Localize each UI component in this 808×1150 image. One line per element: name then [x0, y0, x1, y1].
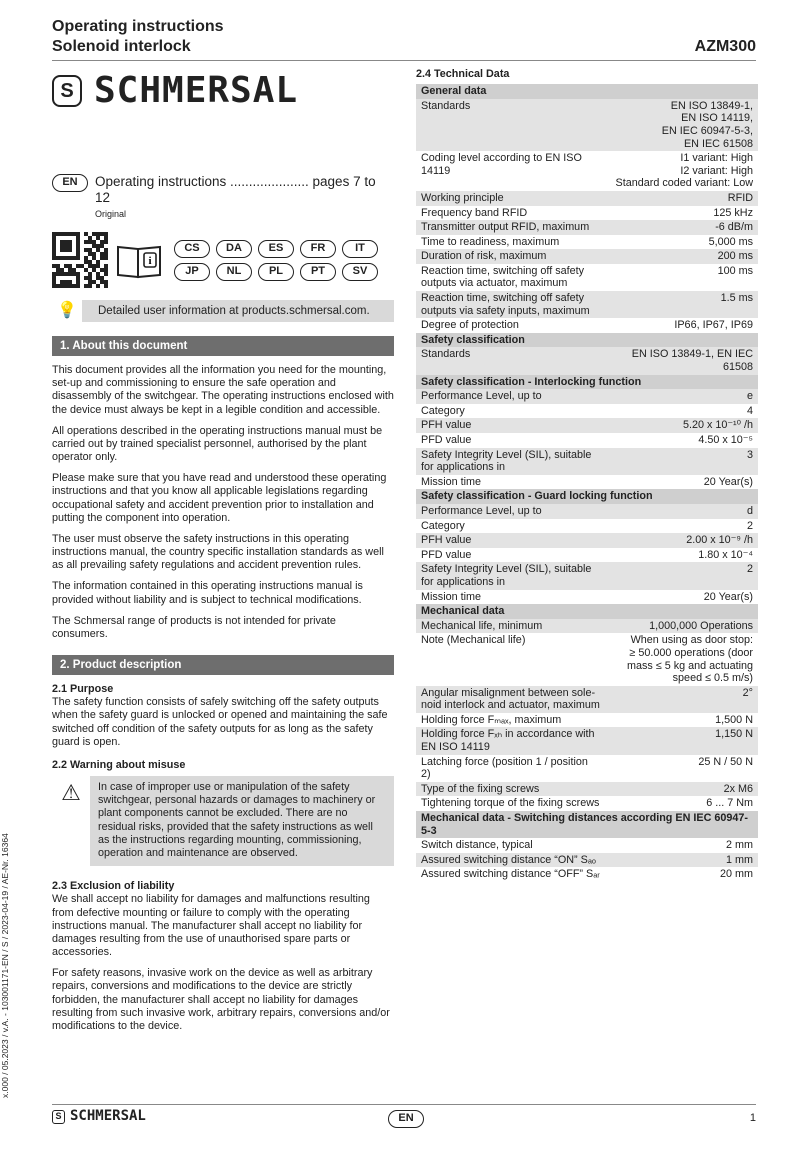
paragraph: The information contained in this operating instructions manual is provided without liability and is subject to technical modifications.: [52, 580, 363, 606]
row-label: Standards: [416, 347, 605, 374]
row-value: 200 ms: [605, 249, 758, 264]
table-section-header: [416, 375, 758, 390]
table-row: [416, 249, 758, 264]
table-row: [416, 519, 758, 534]
footer-logo-mark-icon: S: [52, 1110, 65, 1124]
lang-jp[interactable]: JP: [174, 263, 210, 281]
row-label: Type of the fixing screws: [416, 782, 605, 797]
language-links: [52, 228, 394, 292]
lang-sv[interactable]: SV: [342, 263, 378, 281]
row-value: 20 mm: [605, 867, 758, 882]
row-label: General data: [416, 84, 758, 99]
row-value: 100 ms: [605, 264, 758, 291]
table-row: [416, 418, 758, 433]
logo-text: SCHMERSAL: [94, 70, 299, 112]
row-label: Frequency band RFID: [416, 206, 605, 221]
table-row: [416, 686, 758, 713]
table-row: [416, 755, 758, 782]
row-value: EN ISO 13849-1, EN ISO 14119, EN IEC 60947-5-3, EN IEC 61508: [605, 99, 758, 151]
row-value: 2 mm: [605, 838, 758, 853]
row-label: Category: [416, 404, 605, 419]
row-label: Safety classification: [416, 333, 758, 348]
footer-divider: [52, 1104, 756, 1105]
table-section-header: [416, 333, 758, 348]
table-row: [416, 151, 758, 191]
row-label: PFH value: [416, 418, 605, 433]
subheading-technical: 2.4 Technical Data: [416, 68, 510, 80]
paragraph: The safety function consists of safely switching off the safety outputs when the safety guard is unlocked or opened and maintaining the safe switched off condition of the safety outputs for as long as the safety guard is open.: [52, 696, 388, 748]
table-row: [416, 475, 758, 490]
row-label: Note (Mechanical life): [416, 633, 605, 685]
left-column: [52, 68, 394, 1033]
lang-es[interactable]: ES: [258, 240, 294, 258]
footer-language-badge: EN: [388, 1110, 424, 1128]
row-value: 5,000 ms: [605, 235, 758, 250]
row-label: Duration of risk, maximum: [416, 249, 605, 264]
row-value: 2: [605, 562, 758, 589]
table-row: [416, 533, 758, 548]
row-label: Safety classification - Guard locking function: [416, 489, 758, 504]
table-section-header: [416, 811, 758, 838]
row-label: Angular misalignment between sole- noid interlock and actuator, maximum: [416, 686, 605, 713]
table-row: [416, 590, 758, 605]
table-row: [416, 448, 758, 475]
section-heading-product: 2. Product description: [52, 655, 394, 675]
row-value: 1.80 x 10⁻⁴: [605, 548, 758, 563]
row-value: 4: [605, 404, 758, 419]
table-row: [416, 619, 758, 634]
table-row: [416, 838, 758, 853]
table-section-header: [416, 84, 758, 99]
table-row: [416, 548, 758, 563]
warning-triangle-icon: ⚠: [61, 780, 81, 806]
manual-book-icon: [116, 241, 162, 279]
row-label: PFD value: [416, 548, 605, 563]
row-value: 1,000,000 Operations: [605, 619, 758, 634]
row-value: 2.00 x 10⁻⁹ /h: [605, 533, 758, 548]
row-label: Reaction time, switching off safety outputs via actuator, maximum: [416, 264, 605, 291]
row-label: Mechanical life, minimum: [416, 619, 605, 634]
table-section-header: [416, 604, 758, 619]
row-value: When using as door stop: ≥ 50.000 operations (door mass ≤ 5 kg and actuating speed ≤ 0.5 m/s): [605, 633, 758, 685]
lightbulb-icon: 💡: [57, 302, 77, 320]
row-label: Mechanical data: [416, 604, 758, 619]
info-hint: [52, 300, 394, 322]
lang-pl[interactable]: PL: [258, 263, 294, 281]
table-row: [416, 562, 758, 589]
paragraph: The Schmersal range of products is not intended for private consumers.: [52, 614, 336, 640]
row-label: Coding level according to EN ISO 14119: [416, 151, 605, 191]
row-label: Transmitter output RFID, maximum: [416, 220, 605, 235]
table-row: [416, 504, 758, 519]
table-row: [416, 291, 758, 318]
lang-pt[interactable]: PT: [300, 263, 336, 281]
table-row: [416, 264, 758, 291]
row-value: EN ISO 13849-1, EN IEC 61508: [605, 347, 758, 374]
header-divider: [52, 60, 756, 61]
table-row: [416, 433, 758, 448]
qr-code-icon[interactable]: [52, 232, 108, 288]
row-value: 5.20 x 10⁻¹⁰ /h: [605, 418, 758, 433]
paragraph: We shall accept no liability for damages and malfunctions resulting from defective mounting or failure to comply with the operating instructions manual. The manufacturer shall accept no liability for damages resulting from the use of unauthorised spare parts or accessories.: [52, 893, 370, 959]
row-value: 1 mm: [605, 853, 758, 868]
row-value: 20 Year(s): [605, 590, 758, 605]
table-row: [416, 633, 758, 685]
table-row: [416, 318, 758, 333]
section-heading-about: 1. About this document: [52, 336, 394, 356]
subheading-purpose: 2.1 Purpose: [52, 683, 114, 696]
paragraph: This document provides all the information you need for the mounting, set-up and commissioning to ensure the safe operation and disassembly of the switchgear. The operating instructions enclosed with the device must always be kept in a legible condition and accessible.: [52, 364, 394, 416]
row-value: RFID: [605, 191, 758, 206]
row-value: 1,500 N: [605, 713, 758, 728]
paragraph: For safety reasons, invasive work on the device as well as arbitrary repairs, conversions and modifications to the device are strictly forbidden, the manufacturer shall accept no liability for damages resulting from such invasive work, arbitrary repairs, conversions and/or modifications to the device.: [52, 967, 390, 1032]
language-row: [52, 174, 394, 219]
table-section-header: [416, 489, 758, 504]
current-language-badge: EN: [52, 174, 88, 192]
brand-logo: [52, 68, 394, 114]
table-row: [416, 713, 758, 728]
table-row: [416, 853, 758, 868]
original-label: Original: [94, 208, 126, 219]
row-label: PFH value: [416, 533, 605, 548]
row-value: IP66, IP67, IP69: [605, 318, 758, 333]
table-row: [416, 206, 758, 221]
table-row: [416, 796, 758, 811]
paragraph: All operations described in the operating instructions manual must be carried out by trained specialist personnel, authorised by the plant operator only.: [52, 424, 383, 464]
table-row: [416, 389, 758, 404]
row-value: 4.50 x 10⁻⁵: [605, 433, 758, 448]
table-row: [416, 191, 758, 206]
row-label: Safety Integrity Level (SIL), suitable for applications in: [416, 448, 605, 475]
row-label: Working principle: [416, 191, 605, 206]
subheading-liability: 2.3 Exclusion of liability: [52, 880, 175, 893]
row-label: Mission time: [416, 475, 605, 490]
svg-text:i: i: [148, 255, 152, 267]
row-value: I1 variant: High I2 variant: High Standard coded variant: Low: [605, 151, 758, 191]
paragraph: Please make sure that you have read and understood these operating instructions and that you know all applicable legislations regarding occupational safety and accident prevention prior to installation and putting the component into operation.: [52, 472, 387, 524]
row-label: PFD value: [416, 433, 605, 448]
lang-nl[interactable]: NL: [216, 263, 252, 281]
row-label: Category: [416, 519, 605, 534]
row-value: 25 N / 50 N: [605, 755, 758, 782]
row-value: 6 ... 7 Nm: [605, 796, 758, 811]
table-row: [416, 99, 758, 151]
document-reference: x.000 / 05.2023 / v.A. - 103001171-EN / S / 2023-04-19 / AE-Nr. 16364: [0, 833, 10, 1098]
table-row: [416, 867, 758, 882]
row-label: Degree of protection: [416, 318, 605, 333]
table-row: [416, 220, 758, 235]
right-column: [416, 68, 758, 882]
row-value: 1.5 ms: [605, 291, 758, 318]
table-row: [416, 727, 758, 754]
table-row: [416, 782, 758, 797]
row-value: -6 dB/m: [605, 220, 758, 235]
row-value: 1,150 N: [605, 727, 758, 754]
table-row: [416, 235, 758, 250]
footer-logo: [52, 1108, 146, 1125]
row-value: d: [605, 504, 758, 519]
table-row: [416, 347, 758, 374]
doc-subtitle: Solenoid interlock: [52, 38, 191, 55]
row-value: e: [605, 389, 758, 404]
language-pills: [174, 240, 378, 281]
lang-da[interactable]: DA: [216, 240, 252, 258]
row-label: Reaction time, switching off safety outputs via safety inputs, maximum: [416, 291, 605, 318]
warning-text: In case of improper use or manipulation of the safety switchgear, personal hazards or damages to machinery or plant components cannot be excluded. There are no residual risks, provided that the safety instructions as well as the instructions regarding mounting, commissioning, operation and maintenance are observed.: [90, 776, 394, 866]
row-label: Switch distance, typical: [416, 838, 605, 853]
row-label: Performance Level, up to: [416, 504, 605, 519]
lang-it[interactable]: IT: [342, 240, 378, 258]
warning-box: [52, 776, 394, 866]
footer-logo-text: SCHMERSAL: [70, 1108, 146, 1124]
logo-mark-icon: S: [52, 75, 82, 107]
page-header: [52, 17, 756, 59]
doc-title: Operating instructions: [52, 18, 224, 35]
row-label: Safety classification - Interlocking function: [416, 375, 758, 390]
table-row: [416, 404, 758, 419]
row-value: 3: [605, 448, 758, 475]
operating-instructions-pages: Operating instructions ..................... pages 7 to 12: [94, 174, 376, 206]
model-number: AZM300: [694, 38, 756, 55]
row-label: Standards: [416, 99, 605, 151]
row-label: Assured switching distance “ON” Sₐₒ: [416, 853, 605, 868]
lang-cs[interactable]: CS: [174, 240, 210, 258]
row-value: 2x M6: [605, 782, 758, 797]
row-label: Time to readiness, maximum: [416, 235, 605, 250]
row-value: 20 Year(s): [605, 475, 758, 490]
row-label: Holding force Fₘₐₓ, maximum: [416, 713, 605, 728]
paragraph: The user must observe the safety instructions in this operating instructions manual, the country specific installation standards as well as all prevailing safety regulations and accident prevention rules.: [52, 532, 384, 572]
row-value: 2: [605, 519, 758, 534]
row-label: Latching force (position 1 / position 2): [416, 755, 605, 782]
technical-data-table: [416, 84, 758, 882]
row-label: Assured switching distance “OFF” Sₐᵣ: [416, 867, 605, 882]
row-label: Safety Integrity Level (SIL), suitable for applications in: [416, 562, 605, 589]
row-value: 2°: [605, 686, 758, 713]
row-label: Mission time: [416, 590, 605, 605]
subheading-misuse: 2.2 Warning about misuse: [52, 758, 186, 771]
row-label: Mechanical data - Switching distances according EN IEC 60947-5-3: [416, 811, 758, 838]
lang-fr[interactable]: FR: [300, 240, 336, 258]
row-label: Performance Level, up to: [416, 389, 605, 404]
row-label: Tightening torque of the fixing screws: [416, 796, 605, 811]
hint-text: Detailed user information at products.schmersal.com.: [82, 300, 394, 322]
row-value: 125 kHz: [605, 206, 758, 221]
page-number: 1: [749, 1112, 756, 1124]
row-label: Holding force Fₓₕ in accordance with EN ISO 14119: [416, 727, 605, 754]
